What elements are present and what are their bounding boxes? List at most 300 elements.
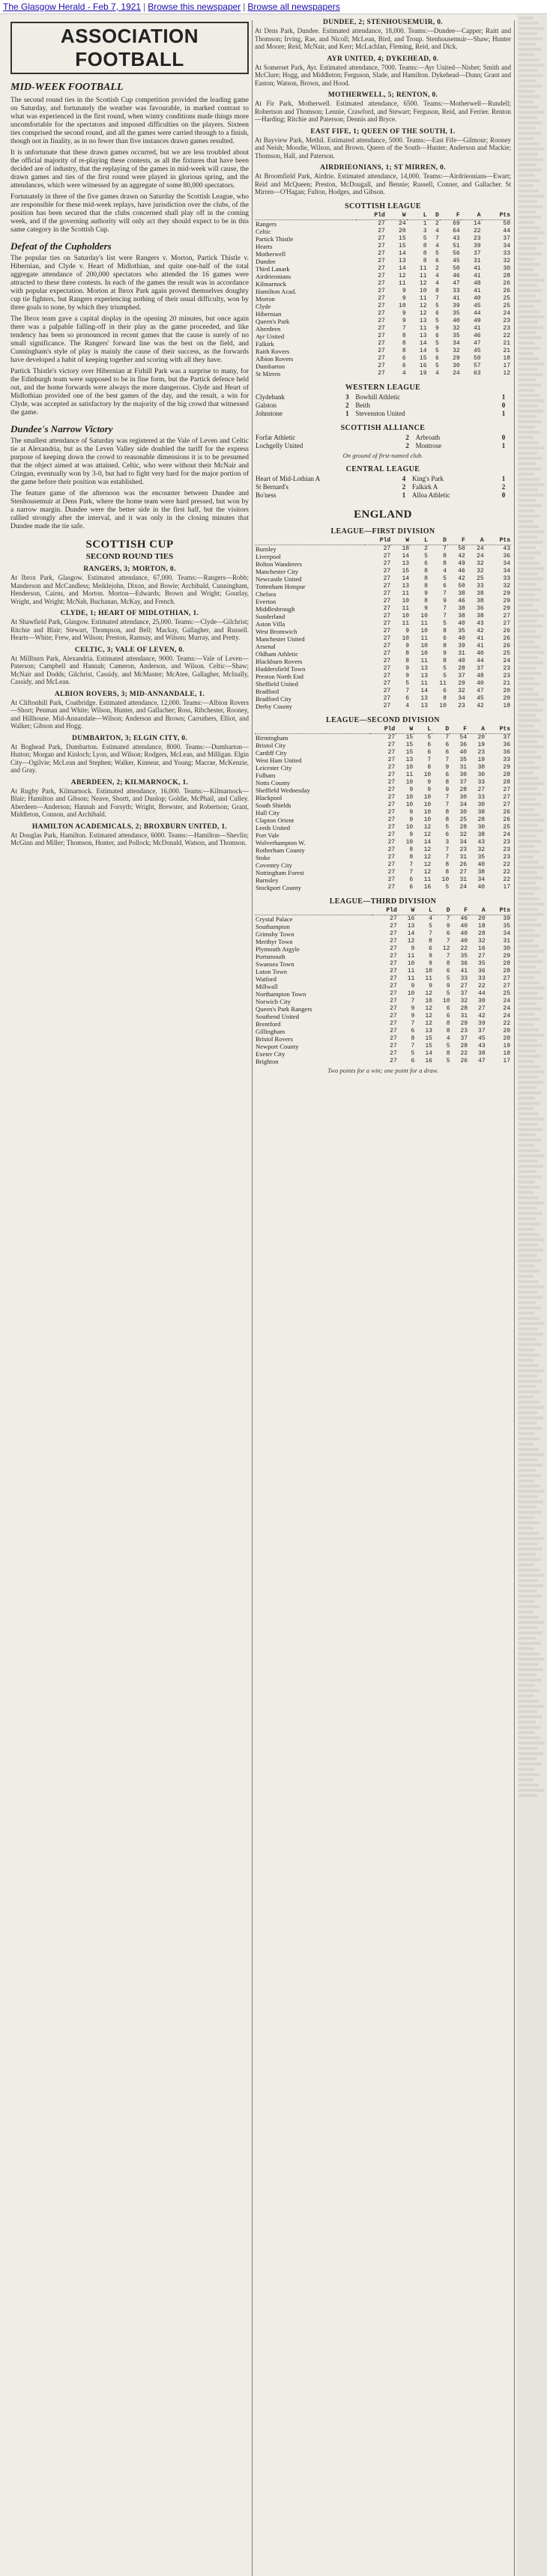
column-header: W [409,725,414,733]
table-cell: 27 [378,362,385,369]
table-cell: 11 [420,619,428,627]
table-cell: 5 [443,664,447,672]
table-cell: 27 [383,649,391,657]
illegible-text-line [519,1201,544,1204]
illegible-text-line [519,1742,545,1745]
table-cell: 22 [460,945,468,952]
table-body [255,545,511,710]
table-cell: 8 [445,861,450,868]
table-cell: 40 [460,937,468,945]
table-cell: 7 [443,590,447,597]
home-score: 2 [405,433,409,441]
table-header-row [255,212,511,220]
table-cell: 28 [478,930,486,937]
table-cell: 26 [503,627,510,634]
table-cell: 20 [468,915,486,923]
illegible-text-line [519,174,535,177]
illegible-text-line [519,1705,544,1708]
illegible-text-line [519,90,535,93]
illegible-text-line [519,1558,541,1561]
table-cell: 27 [387,831,396,838]
illegible-text-line [519,1280,539,1283]
illegible-text-line [519,751,537,754]
illegible-text-line [519,1516,535,1519]
table-cell: 46 [453,272,460,279]
illegible-text-line [519,793,543,795]
table-cell: 34 [453,339,460,347]
table-cell: 7 [409,868,414,876]
team-name: Bradford [256,687,279,695]
table-header [255,212,511,220]
illegible-text-line [519,693,539,696]
home-team: Galston [256,401,276,409]
table-cell: 23 [503,853,510,861]
table-cell: 30 [478,997,486,1004]
table-cell: 39 [458,642,465,649]
table-cell: 5 [435,362,439,369]
table-cell: 37 [503,234,510,242]
match-report: At Somerset Park, Ayr. Estimated attendance, 7000. Teams:—Ayr United—Nisbet; Smith and McClure; Hogg, and Middleton; Ferguson, Slade, and Hamilton. Dykehead—Dunn; Grant and Easton; Watson, Brown, and Hood. [255,63,511,87]
illegible-text-line [519,1668,543,1671]
table-cell: 5 [435,339,439,347]
table-cell: 18 [478,922,486,930]
table-cell: 9 [405,627,410,634]
column-header: D [446,906,450,914]
table-row [255,228,511,235]
table-row [255,575,511,583]
table-cell: 27 [383,604,391,612]
article-body-c [10,437,249,531]
browse-all-newspapers-link[interactable]: Browse all newspapers [247,1,340,12]
table-cell: 27 [387,786,396,793]
table-cell: 25 [503,823,510,831]
column-header: W [402,211,406,219]
source-link[interactable]: The Glasgow Herald - Feb 7, 1921 [3,1,142,12]
illegible-text-line [519,992,538,995]
team-name: Clyde [256,302,271,310]
illegible-text-line [519,384,541,387]
illegible-text-line [519,1548,543,1551]
table-cell: 24 [503,1004,510,1012]
table-cell: 27 [387,763,396,771]
table-cell: 25 [503,294,510,302]
team-name: Queen's Park Rangers [256,1004,312,1013]
table-cell: 35 [459,756,468,763]
home-team: Johnstone [256,409,282,417]
match-report: At Bayview Park, Methil. Estimated attendance, 5000. Teams:—East Fife—Gilmour; Rooney and Neish; Moodie, Wilson, and Brown. Queen of the South—Hunter; Anderson and Mackie; Thomson, Hall, and Paterson. [255,136,511,160]
table-cell: 12 [503,369,510,377]
illegible-text-line [519,457,543,460]
table-cell: 34 [503,567,510,575]
team-name: Notts County [256,778,291,787]
table-cell: 27 [383,590,391,597]
illegible-text-line [519,703,537,706]
illegible-text-line [519,651,545,654]
illegible-text-line [519,1663,538,1666]
illegible-text-line [519,473,534,476]
illegible-text-line [519,467,541,470]
table-cell: 40 [477,649,484,657]
illegible-text-line [519,221,534,224]
table-cell: 28 [460,1004,468,1012]
table-cell: 12 [425,1019,432,1027]
away-team: Alloa Athletic [412,491,450,499]
table-cell: 24 [503,831,510,838]
table-row [255,1013,511,1020]
table-cell: 5 [435,317,439,324]
illegible-text-line [519,1259,542,1262]
table-cell: 27 [378,234,385,242]
table-cell: 43 [477,838,486,846]
column-header: F [464,906,468,914]
illegible-text-line [519,1469,536,1472]
illegible-text-line [519,1102,540,1105]
table-cell: 7 [429,545,447,553]
table-cell: 27 [387,778,396,786]
illegible-text-line [519,709,543,712]
table-cell: 5 [446,1042,450,1049]
illegible-text-line [519,1432,535,1435]
illegible-text-line [519,1160,538,1163]
table-row [255,288,511,295]
illegible-text-line [519,294,536,297]
illegible-text-line [519,237,538,240]
table-cell: 19 [477,756,486,763]
table-cell: 32 [503,582,510,590]
article-paragraph: The Ibrox team gave a capital display in the opening 20 minutes, but once again there was a palpable falling-off in their play as the game proceeded, and like tendency has been so pronounced in recent games that the cause is surely of no small significance. The Rangers' forward line was the best on the field, and Cunningham's style of play is mainly the cause of their success, as the forwards have developed a habit of keeping together and scoring with all they have. [10,315,249,364]
illegible-text-line [519,1207,537,1210]
table-cell: 22 [503,332,510,339]
table-cell: 24 [503,997,510,1004]
result-row [255,434,511,442]
illegible-text-line [519,913,543,916]
table-cell: 10 [420,642,428,649]
table-cell: 34 [477,876,486,883]
table-cell: 20 [503,687,510,694]
column-rule [514,20,515,2576]
table-cell: 7 [435,294,439,302]
illegible-text-line [519,798,536,801]
table-cell: 30 [503,945,510,952]
table-cell: 23 [459,846,468,853]
illegible-text-line [519,452,537,455]
illegible-text-line [519,1354,540,1357]
table-cell: 34 [458,694,465,702]
table-cell: 9 [402,317,406,324]
table-cell: 4 [402,369,406,377]
table-cell: 9 [402,309,406,317]
match-heading: DUMBARTON, 3; ELGIN CITY, 0. [71,734,188,742]
table-row [255,635,511,643]
illegible-text-line [519,929,535,932]
table-cell: 32 [477,846,486,853]
table-cell: 41 [460,967,468,975]
browse-this-newspaper-link[interactable]: Browse this newspaper [148,1,241,12]
illegible-text-line [519,331,537,334]
table-cell: 23 [477,748,486,756]
team-name: Middlesbrough [256,604,295,613]
table-cell: 39 [453,302,460,309]
illegible-text-line [519,1348,535,1351]
table-row [255,930,511,938]
illegible-text-line [519,1527,534,1530]
table-cell: 38 [458,612,465,619]
table-cell: 27 [383,552,391,560]
table-cell: 15 [425,1042,432,1049]
table-cell: 10 [399,302,406,309]
table-cell: 14 [420,687,428,694]
table-cell: 22 [503,868,510,876]
table-cell: 27 [390,982,397,990]
table-row [255,1005,511,1013]
table-cell: 9 [409,831,414,838]
table-row [255,884,511,891]
table-cell: 33 [503,249,510,257]
illegible-text-line [519,1170,537,1173]
table-cell: 28 [503,960,510,967]
illegible-text-line [519,897,540,900]
article-paragraph: The second round ties in the Scottish Cup competition provided the leading game on Saturday, and fortunately the weather was favourable, in marked contrast to what was experienced in the first round, when wintry conditions made things more uncomfortable for the spectators and imposed difficulties on the players. Sixteen ties comprised the second round, and all the games were carried through to a finish, though not in finality, as in no fewer than five instances drawn games resulted. [10,97,249,145]
table-cell: 27 [478,952,486,960]
illegible-text-line [519,598,540,601]
illegible-text-line [519,1448,539,1451]
table-cell: 4 [415,915,433,923]
table-cell: 25 [477,575,484,582]
match-heading: MOTHERWELL, 5; RENTON, 0. [327,91,438,99]
table-row [255,348,511,355]
table-cell: 19 [503,1042,510,1049]
illegible-text-line [519,1217,536,1220]
home-score: 1 [402,491,406,499]
illegible-text-line [519,1097,535,1100]
table-cell: 23 [503,317,510,324]
cup-match-reports [10,566,249,847]
table-cell: 9 [427,778,432,786]
table-cell: 18 [503,702,510,709]
illegible-text-line [519,300,541,303]
column-header: L [429,906,432,914]
table-cell: 27 [390,952,397,960]
table-cell: 27 [383,597,391,604]
illegible-text-line [519,231,545,234]
table-cell: 26 [503,808,510,816]
match-report: At Fir Park, Motherwell. Estimated attendance, 6500. Teams:—Motherwell—Rundell; Robertson and Thomson; Lennie, Crawford, and Stewart; Ferguson, Reid, and Ferrier. Renton—Harding; Ritchie and Paterson; Dennis and Bryce. [255,100,511,123]
table-cell: 14 [461,219,482,228]
table-cell: 3 [445,838,450,846]
illegible-text-line [519,216,541,219]
illegible-text-line [519,855,534,858]
table-cell: 32 [460,997,468,1004]
table-cell: 6 [445,831,450,838]
table-header-row [255,907,511,915]
illegible-text-line [519,772,534,775]
illegible-text-line [519,310,540,313]
table-cell: 31 [459,876,468,883]
table-cell: 4 [435,279,439,287]
illegible-text-line [519,1637,536,1640]
table-cell: 6 [411,1057,415,1064]
table-cell: 27 [460,982,468,990]
away-score: 0 [501,491,506,499]
table-row [255,333,511,340]
illegible-text-line [519,845,535,848]
team-name: Ayr United [256,332,285,340]
table-cell: 27 [378,309,385,317]
team-name: Watford [256,975,276,983]
table-cell: 46 [473,332,481,339]
illegible-text-line [519,1296,543,1299]
table-row [255,235,511,243]
table-row [255,938,511,945]
home-score: 2 [405,441,409,449]
illegible-text-line [519,1789,544,1792]
table-cell: 9 [429,982,432,990]
article-paragraph: Partick Thistle's victory over Hibernian at Firhill Park was a surprise to many, for the Edinburgh team were supposed to be in fine form, but the Partick defence held out, and the home forwards were always the more dangerous. Clyde and Heart of Midlothian provided one of the best games of the day, and the result, a win for Clyde, was accepted as satisfactory by the majority of the big crowd that witnessed the game. [10,368,249,416]
table-row [255,680,511,688]
illegible-text-line [519,446,544,449]
points-note: Two points for a win; one point for a draw. [327,1066,438,1074]
subhead-cupholders: Defeat of the Cupholders [10,240,112,252]
table-cell: 40 [477,883,486,891]
illegible-text-line [519,378,536,381]
illegible-text-line [519,572,538,575]
table-cell: 9 [443,597,447,604]
column-header: L [424,536,428,544]
table-cell: 35 [503,922,510,930]
illegible-text-line [519,1605,540,1608]
illegible-text-line [519,242,543,245]
illegible-text-line [519,1233,540,1236]
table-cell: 6 [411,1027,415,1034]
illegible-text-line [519,1076,538,1079]
table-cell: 8 [443,642,447,649]
scottish-league-title: SCOTTISH LEAGUE [345,201,421,210]
illegible-text-line [519,1721,536,1724]
table-cell: 40 [460,930,468,937]
table-row [255,295,511,303]
table-cell: 8 [424,582,428,590]
table-cell: 4 [405,702,410,709]
table-row [255,816,511,824]
table-row [255,983,511,990]
table-cell: 45 [477,694,484,702]
table-cell: 7 [427,756,432,763]
illegible-text-line [519,1128,543,1131]
table-cell: 28 [503,272,510,279]
table-cell: 16 [423,883,432,891]
team-name: Arsenal [256,642,276,650]
table-cell: 27 [387,823,396,831]
away-team: Beith [355,401,370,409]
table-cell: 41 [477,634,484,642]
table-cell: 27 [372,915,397,923]
illegible-text-line [519,279,544,282]
table-row [255,363,511,370]
table-cell: 36 [459,741,468,748]
table-cell: 15 [425,1034,432,1042]
table-cell: 11 [420,679,428,687]
table-cell: 25 [503,302,510,309]
table-cell: 19 [419,369,427,377]
illegible-text-line [519,1081,543,1084]
table-cell: 12 [423,861,432,868]
result-row [255,393,511,401]
table-row [255,764,511,772]
table-cell: 10 [405,793,414,801]
table-cell: 2 [435,264,439,272]
table-cell: 30 [477,763,486,771]
table-cell: 8 [446,1019,450,1027]
table-cell: 7 [411,997,415,1004]
illegible-text-line [519,404,538,407]
illegible-text-line [519,1039,537,1042]
table-cell: 15 [399,242,406,249]
illegible-text-line [519,714,536,717]
table-cell: 43 [485,545,511,553]
table-cell: 11 [402,590,410,597]
table-cell: 6 [402,362,406,369]
table-cell: 11 [407,975,415,982]
illegible-text-line [519,1395,534,1398]
table-row [255,742,511,749]
illegible-text-line [519,1689,540,1692]
table-cell: 17 [503,1057,510,1064]
table-cell: 6 [446,930,450,937]
illegible-text-line [519,1794,537,1797]
illegible-text-line [519,153,538,156]
illegible-text-line [519,672,542,675]
table-cell: 27 [378,294,385,302]
match-report: At Rugby Park, Kilmarnock. Estimated attendance, 16,000. Teams:—Kilmarnock—Blair; Hamilton and Gibson; Neave, Shortt, and Dunlop; Goldie, McPhail, and Culley. Aberdeen—Anderson; Hannah and Forsyth; Wright, Brewster, and Robertson; Grant, Middleton, Connon, and Archibald. [10,787,249,818]
match-report: At Dens Park, Dundee. Estimated attendance, 18,000. Teams:—Dundee—Capper; Raitt and Thomson; Irving, Rae, and Nicoll; McLean, Bird, and Troup. Stenhousemuir—Shaw; Hunter and Moore; Reid, McNair, and Kerr; McLachlan, Fleming, Reid, and Dick. [255,27,511,50]
second-division-title: LEAGUE—SECOND DIVISION [326,715,440,724]
team-name: Chelsea [256,590,276,598]
illegible-text-line [519,1060,534,1063]
table-row [255,749,511,757]
table-row [255,779,511,787]
table-cell: 27 [387,801,396,808]
table-cell: 5 [435,302,439,309]
table-cell: 8 [443,657,447,664]
illegible-text-line [519,226,540,229]
table-cell: 8 [409,846,414,853]
table-cell: 36 [460,960,468,967]
table-cell: 45 [478,1034,486,1042]
illegible-text-line [519,609,539,612]
table-cell: 32 [459,831,468,838]
illegible-text-line [519,656,538,659]
table-cell: 51 [453,242,460,249]
illegible-text-line [519,1301,536,1304]
table-cell: 8 [405,657,410,664]
table-cell: 32 [478,937,486,945]
illegible-text-line [519,436,534,439]
illegible-text-line [519,987,545,990]
table-cell: 30 [477,823,486,831]
away-score: 0 [501,401,506,409]
match-heading: CELTIC, 3; VALE OF LEVEN, 0. [74,646,185,654]
article-paragraph: The feature game of the afternoon was the encounter between Dundee and Stenhousemuir at Dens Park, where the home team were hard pressed, but won by a narrow margin. Dundee were the better side in the first half, but the visitors rallied strongly after the interval, and it was only in the closing minutes that Dundee made the tie safe. [10,490,249,530]
table-cell: 25 [503,990,510,997]
illegible-text-line [519,1249,543,1252]
article-kicker: MID-WEEK FOOTBALL [10,82,124,93]
table-cell: 14 [419,339,427,347]
table-cell: 49 [458,560,465,567]
table-cell: 58 [447,545,466,553]
illegible-text-line [519,121,543,124]
illegible-text-line [519,1783,539,1786]
illegible-text-line [519,1610,534,1613]
